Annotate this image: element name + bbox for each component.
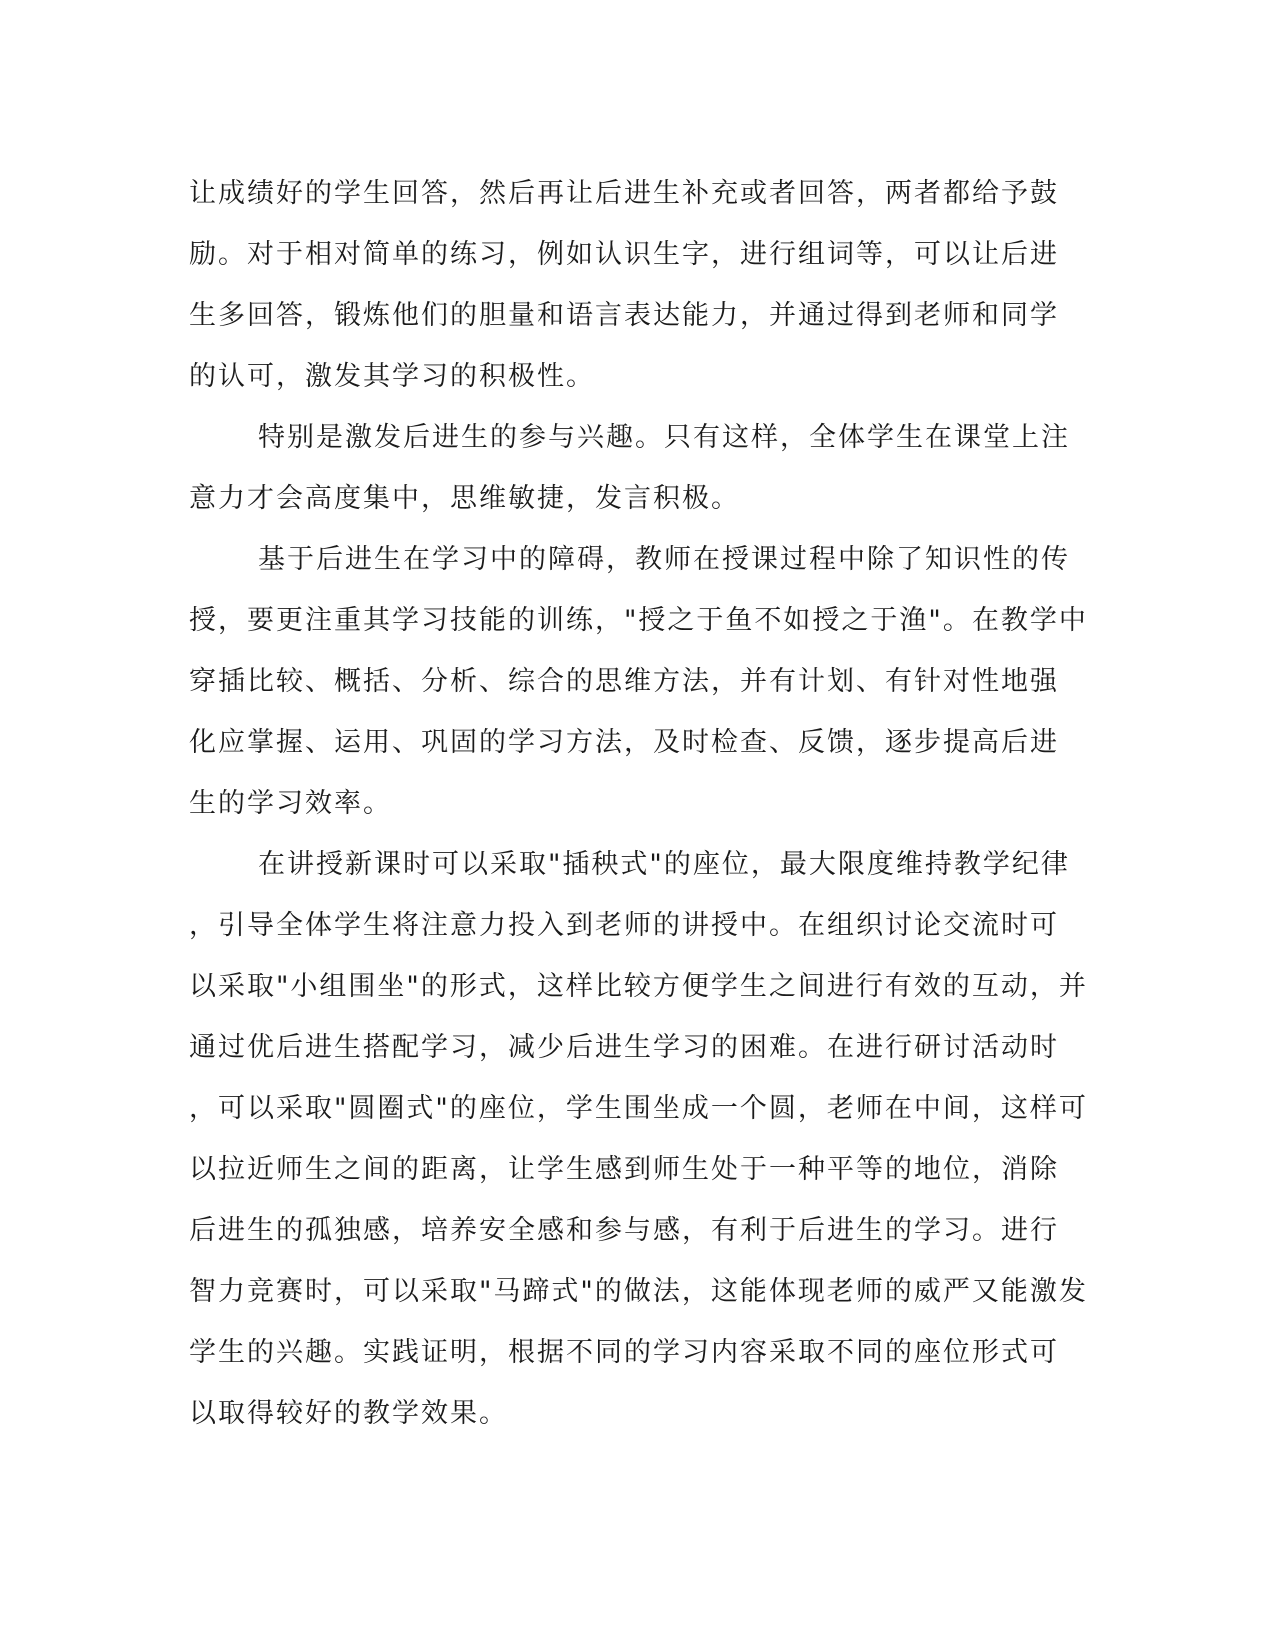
text-line: 让成绩好的学生回答，然后再让后进生补充或者回答，两者都给予鼓 (189, 178, 1059, 209)
text-line: 通过优后进生搭配学习，减少后进生学习的困难。在进行研讨活动时 (189, 1032, 1059, 1063)
text-line: 智力竞赛时，可以采取"马蹄式"的做法，这能体现老师的威严又能激发 (189, 1276, 1088, 1307)
text-line: 以拉近师生之间的距离，让学生感到师生处于一种平等的地位，消除 (189, 1154, 1059, 1185)
text-line: 生多回答，锻炼他们的胆量和语言表达能力，并通过得到老师和同学 (189, 300, 1059, 331)
paragraph-first-line: 基于后进生在学习中的障碍，教师在授课过程中除了知识性的传 (258, 544, 1070, 575)
paragraph-first-line: 特别是激发后进生的参与兴趣。只有这样，全体学生在课堂上注 (258, 422, 1070, 453)
text-line: 后进生的孤独感，培养安全感和参与感，有利于后进生的学习。进行 (189, 1215, 1059, 1246)
text-line: ，引导全体学生将注意力投入到老师的讲授中。在组织讨论交流时可 (189, 910, 1059, 941)
text-line: 以取得较好的教学效果。 (189, 1398, 508, 1429)
text-line: 化应掌握、运用、巩固的学习方法，及时检查、反馈，逐步提高后进 (189, 727, 1059, 758)
text-line: 以采取"小组围坐"的形式，这样比较方便学生之间进行有效的互动，并 (189, 971, 1088, 1002)
document-body (189, 163, 1089, 1444)
text-line: ，可以采取"圆圈式"的座位，学生围坐成一个圆，老师在中间，这样可 (189, 1093, 1088, 1124)
paragraph-first-line: 在讲授新课时可以采取"插秧式"的座位，最大限度维持教学纪律 (258, 849, 1070, 880)
text-line: 意力才会高度集中，思维敏捷，发言积极。 (189, 483, 740, 514)
text-line: 学生的兴趣。实践证明，根据不同的学习内容采取不同的座位形式可 (189, 1337, 1059, 1368)
text-line: 的认可，激发其学习的积极性。 (189, 361, 595, 392)
text-line: 授，要更注重其学习技能的训练，"授之于鱼不如授之于渔"。在教学中 (189, 605, 1088, 636)
text-line: 穿插比较、概括、分析、综合的思维方法，并有计划、有针对性地强 (189, 666, 1059, 697)
text-line: 生的学习效率。 (189, 788, 392, 819)
text-line: 励。对于相对简单的练习，例如认识生字，进行组词等，可以让后进 (189, 239, 1059, 270)
